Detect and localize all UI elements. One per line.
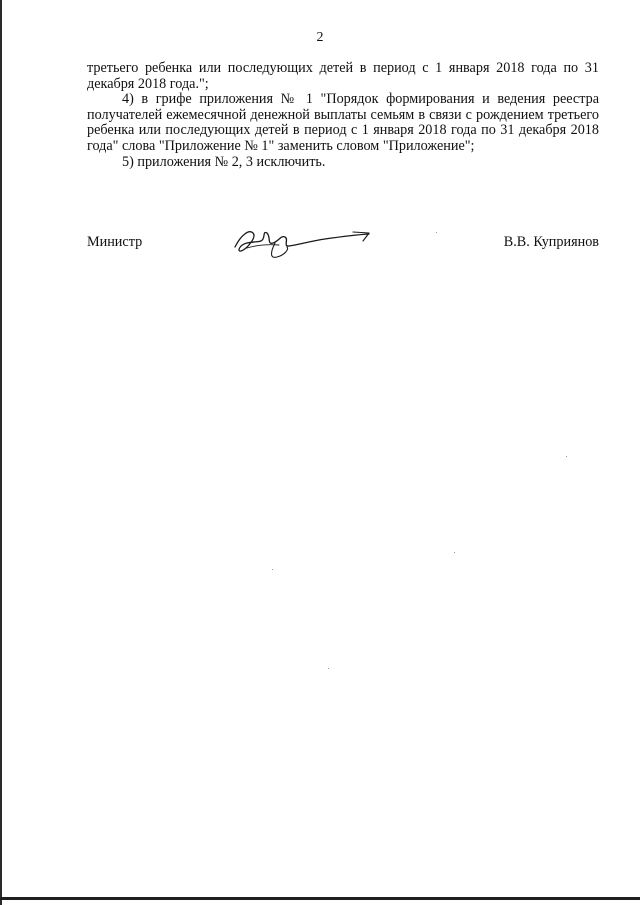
scan-left-edge: [0, 0, 2, 905]
scan-bottom-edge: [0, 897, 640, 900]
scan-speck: [272, 569, 273, 570]
document-body: [87, 61, 599, 170]
scan-speck: [454, 552, 455, 553]
signature-block: [87, 234, 599, 264]
signatory-name: В.В. Куприянов: [503, 234, 599, 250]
handwritten-signature: [227, 221, 377, 261]
paragraph-item-4: 4) в грифе приложения № 1 "Порядок формирования и ведения реестра получателей ежемесячной денежной выплаты семьям в связи с рождением третьего ребенка или последующих детей в период с 1 января 2018 года по 31 декабря 2018 года" слова "Приложение № 1" заменить словом "Приложение";: [87, 91, 599, 154]
paragraph-continuation: третьего ребенка или последующих детей в период с 1 января 2018 года по 31 декабря 2018 года.";: [87, 60, 599, 92]
paragraph-item-5: 5) приложения № 2, 3 исключить.: [122, 153, 326, 170]
page-number: 2: [316, 30, 324, 45]
signatory-title: Министр: [87, 234, 143, 250]
scan-speck: [436, 232, 437, 233]
scan-speck: [566, 456, 567, 457]
scan-speck: [328, 668, 329, 669]
